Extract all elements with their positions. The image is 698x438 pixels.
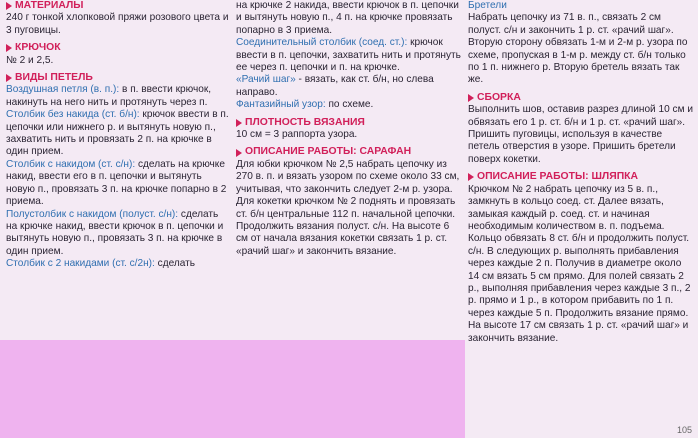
crab-paragraph: «Рачий шаг» - вязать, как ст. б/н, но слева направо. bbox=[236, 74, 434, 98]
straps-text: Набрать цепочку из 71 в. п., связать 2 см полуст. с/н и закончить 1 р. ст. «рачий шаг». Вторую сторону обвязать 1-м и 2-м р. узора по схеме, пропуская в 1-м р. между ст. б/н только по 1 п. нижнего р. Вторую бретель вязать так же. bbox=[468, 12, 688, 86]
dc-term: Столбик с накидом (ст. с/н): bbox=[6, 158, 136, 170]
assembly-text: Выполнить шов, оставив разрез длиной 10 см и обвязать его 1 р. ст. б/н и 1 р. ст. «рачий шаг». Пришить пуговицы, используя в качестве петель отверстия в узоре. Пришить бретели поверх кокетки. bbox=[468, 104, 693, 165]
bullet-icon bbox=[6, 2, 12, 10]
air-stitch-paragraph: Воздушная петля (в. п.): в п. ввести крючок, накинуть на него нить и протянуть через п. bbox=[6, 84, 212, 108]
hdc-paragraph: Полустолбик с накидом (полуст. с/н): сделать на крючке накид, ввести крючок в п. цепочки и вытянуть новую п., провязать 3 п. на крючке в один прием. bbox=[6, 208, 224, 257]
hook-text: № 2 и 2,5. bbox=[6, 54, 54, 66]
ss-paragraph: Соединительный столбик (соед. ст.): крючок ввести в п. цепочки, захватить нить и протянуть ее через п. цепочки и п. на крючке. bbox=[236, 37, 461, 74]
hat-heading: ОПИСАНИЕ РАБОТЫ: ШЛЯПКА bbox=[468, 171, 694, 183]
stitches-heading: ВИДЫ ПЕТЕЛЬ bbox=[6, 72, 231, 84]
materials-text: 240 г тонкой хлопковой пряжи розового цвета и 3 пуговицы. bbox=[6, 12, 229, 36]
materials-heading: МАТЕРИАЛЫ bbox=[6, 0, 231, 12]
hook-heading: КРЮЧОК bbox=[6, 42, 231, 54]
bullet-icon bbox=[236, 149, 242, 157]
pink-background-block bbox=[0, 340, 465, 438]
ss-term: Соединительный столбик (соед. ст.): bbox=[236, 37, 408, 49]
hat-text: Крючком № 2 набрать цепочку из 5 в. п., замкнуть в кольцо соед. ст. Далее вязать, замыкая каждый р. соед. ст. и начиная необходимым количеством в. п. подъема. Кольцо обвязать 8 ст. б/н и продолжить полуст. с/н. В следующих р. выполнять прибавления через каждые 2 п. Получив в диаметре около 14 см вязать 5 см прямо. Для полей связать 2 р., выполняя прибавления через каждые 3 п., 2 р. прямо и 1 р., в котором прибавить по 1 п. через каждые 5 п. Продолжить вязание прямо. На высоте 17 см связать 1 р. ст. «рачий шаг» и закончить вязание. bbox=[468, 183, 691, 344]
bullet-icon bbox=[6, 74, 12, 82]
sc-paragraph: Столбик без накида (ст. б/н): крючок ввести в п. цепочки или нижнего р. и вытянуть новую п., захватить нить и провязать 2 п. на крючке в один прием. bbox=[6, 109, 229, 158]
sc-term: Столбик без накида (ст. б/н): bbox=[6, 109, 140, 121]
straps-subheading: Бретели bbox=[468, 0, 507, 11]
bullet-icon bbox=[6, 44, 12, 52]
tr-paragraph: Столбик с 2 накидами (ст. с/2н): сделать bbox=[6, 258, 196, 270]
bullet-icon bbox=[236, 119, 242, 127]
hdc-term: Полустолбик с накидом (полуст. с/н): bbox=[6, 208, 179, 220]
fancy-term: Фантазийный узор: bbox=[236, 99, 326, 111]
column-right bbox=[468, 0, 694, 345]
column-left bbox=[6, 0, 231, 271]
tr-continued: на крючке 2 накида, ввести крючок в п. цепочки и вытянуть новую п., 4 п. на крючке провязать попарно в 3 приема. bbox=[236, 0, 459, 36]
bullet-icon bbox=[468, 94, 474, 102]
page-number: 105 bbox=[676, 425, 692, 435]
work-heading: ОПИСАНИЕ РАБОТЫ: САРАФАН bbox=[236, 146, 464, 158]
bullet-icon bbox=[468, 173, 474, 181]
air-stitch-term: Воздушная петля (в. п.): bbox=[6, 84, 120, 96]
gauge-heading: ПЛОТНОСТЬ ВЯЗАНИЯ bbox=[236, 117, 464, 129]
assembly-heading: СБОРКА bbox=[468, 92, 694, 104]
dc-paragraph: Столбик с накидом (ст. с/н): сделать на крючке накид, ввести его в п. цепочки и вытянуть новую п., провязать 3 п. на крючке попарно в 2 приема. bbox=[6, 158, 227, 208]
tr-term: Столбик с 2 накидами (ст. с/2н): bbox=[6, 258, 155, 270]
gauge-text: 10 см = 3 раппорта узора. bbox=[236, 129, 358, 141]
column-middle bbox=[236, 0, 464, 258]
fancy-paragraph: Фантазийный узор: по схеме. bbox=[236, 99, 374, 111]
crab-term: «Рачий шаг» bbox=[236, 74, 296, 86]
work-text: Для юбки крючком № 2,5 набрать цепочку из 270 в. п. и вязать узором по схеме около 33 см, учитывая, что закончить следует 2-м р. узора. Для кокетки крючком № 2 поднять и провязать ст. б/н центральные 112 п. начальной цепочки. Продолжить вязания полуст. с/н. На высоте 6 см от начала вязания кокетки связать 1 р. ст. «рачий шаг» и закончить вязание. bbox=[236, 158, 460, 257]
